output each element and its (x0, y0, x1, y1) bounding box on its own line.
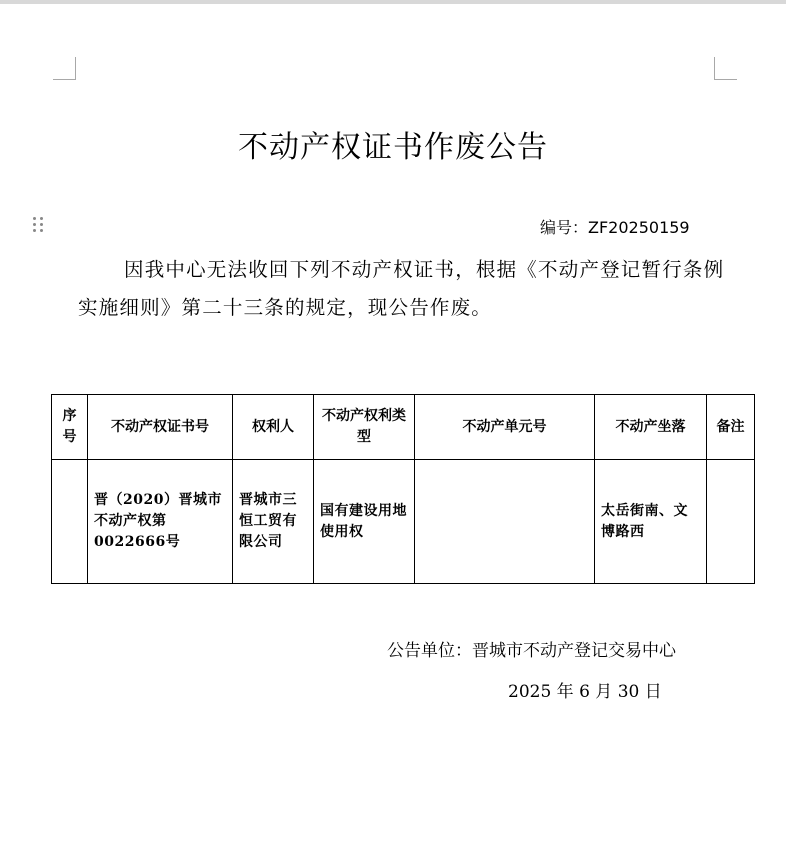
notice-text: 因我中心无法收回下列不动产权证书，根据《不动产登记暂行条例实施细则》第二十三条的规定，现公告作废。 (78, 258, 725, 319)
cell-unit-no (415, 460, 595, 584)
window-top-edge (0, 0, 786, 4)
document-title: 不动产权证书作废公告 (238, 130, 548, 165)
cell-right-type: 国有建设用地使用权 (314, 460, 415, 584)
header-holder: 权利人 (233, 395, 314, 460)
table-header-row (52, 395, 755, 460)
cell-location: 太岳街南、文博路西 (595, 460, 707, 584)
header-cert-no: 不动产权证书号 (88, 395, 233, 460)
header-right-type: 不动产权利类型 (314, 395, 415, 460)
header-location: 不动产坐落 (595, 395, 707, 460)
cell-remarks (707, 460, 755, 584)
cell-seq (52, 460, 88, 584)
drag-handle-icon[interactable] (33, 217, 45, 233)
table-row (52, 460, 755, 584)
cell-cert-no: 晋（2020）晋城市不动产权第0022666号 (88, 460, 233, 584)
header-unit-no: 不动产单元号 (415, 395, 595, 460)
notice-paragraph (78, 251, 728, 327)
page-corner-mark-top-left (53, 57, 76, 80)
page-corner-mark-top-right (714, 57, 737, 80)
header-remarks: 备注 (707, 395, 755, 460)
issue-date: 2025 年 6 月 30 日 (508, 682, 662, 702)
document-number: 编号：ZF20250159 (540, 218, 690, 237)
issuing-unit: 公告单位：晋城市不动产登记交易中心 (387, 641, 676, 661)
header-seq: 序号 (52, 395, 88, 460)
cell-holder: 晋城市三恒工贸有限公司 (233, 460, 314, 584)
certificate-table (51, 394, 755, 584)
